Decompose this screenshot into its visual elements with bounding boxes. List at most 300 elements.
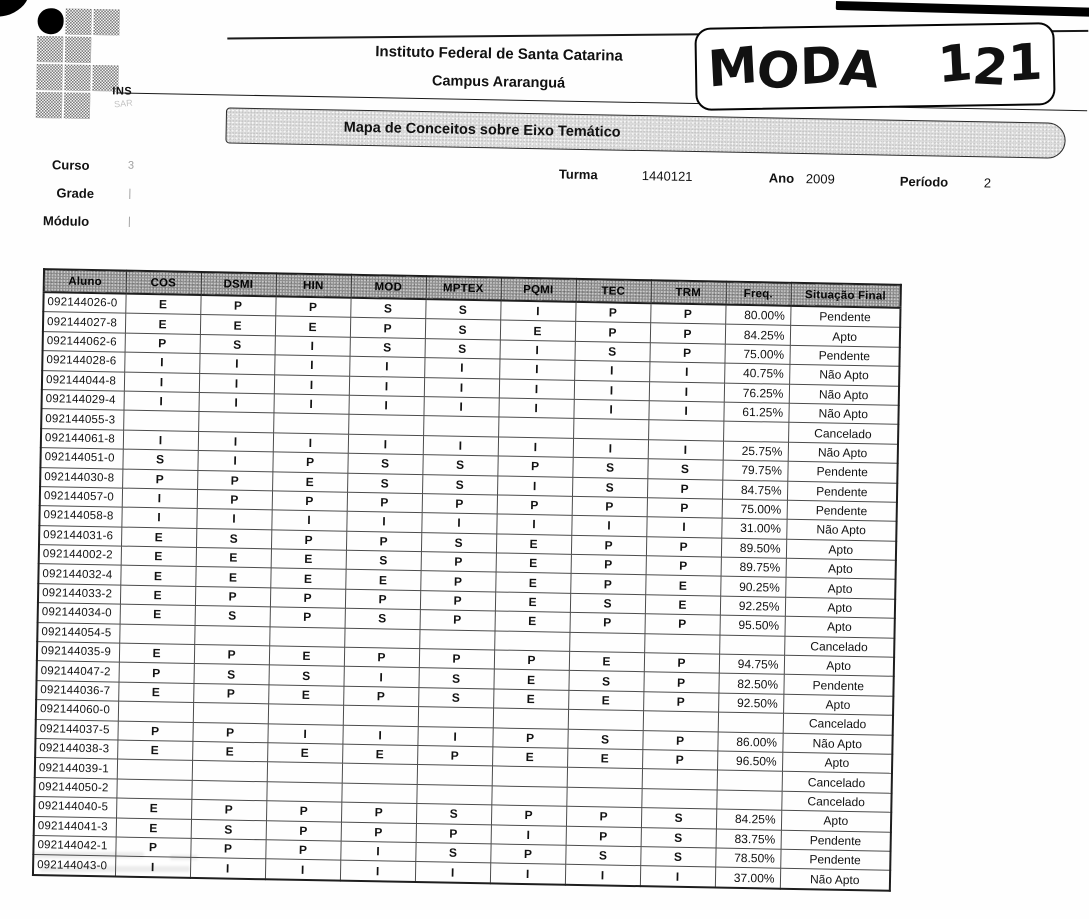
grade-cell: E (495, 592, 570, 613)
grade-cell (493, 708, 568, 729)
column-header-hin: HIN (276, 273, 351, 297)
grade-cell: P (420, 590, 495, 611)
grade-cell: S (572, 477, 647, 498)
grade-cell: E (272, 471, 347, 492)
grade-cell: P (420, 571, 495, 592)
grade-cell: I (123, 391, 198, 412)
student-id-cell: 092144058-8 (39, 506, 121, 527)
grade-cell: S (425, 319, 500, 340)
column-header-freq: Freq. (726, 282, 791, 306)
grade-cell: P (566, 826, 641, 847)
grade-cell (266, 782, 341, 803)
final-status-cell: Apto (786, 539, 896, 560)
grade-cell (119, 624, 194, 645)
grade-cell: P (190, 838, 265, 859)
grade-cell: I (265, 859, 340, 880)
grade-cell: I (346, 512, 421, 533)
logo-cell (36, 92, 62, 118)
grade-cell: S (350, 298, 425, 319)
grade-cell: I (496, 514, 571, 535)
grade-cell: P (193, 683, 268, 704)
grade-cell: I (274, 374, 349, 395)
student-id-cell: 092144029-4 (42, 390, 124, 411)
student-id-cell: 092144027-8 (43, 312, 125, 333)
grade-cell: S (122, 449, 197, 470)
grade-cell (342, 764, 417, 785)
grade-cell: P (422, 493, 497, 514)
grade-cell (267, 762, 342, 783)
final-status-cell: Cancelado (781, 791, 891, 812)
modulo-label: Módulo (42, 213, 90, 229)
grade-cell: E (275, 316, 350, 337)
grade-cell (192, 761, 267, 782)
grade-cell: I (348, 395, 423, 416)
grade-cell (118, 701, 193, 722)
grade-cell (193, 703, 268, 724)
banner-bar (225, 107, 1066, 158)
grade-cell: E (500, 320, 575, 341)
final-status-cell: Apto (782, 752, 892, 773)
grade-cell: I (340, 860, 415, 881)
grade-cell: S (196, 528, 271, 549)
grade-cell (568, 709, 643, 730)
logo-cell (93, 37, 119, 63)
logo-cell (37, 8, 63, 34)
grade-cell: I (124, 352, 199, 373)
column-header-dsmi: DSMI (201, 272, 276, 296)
student-id-cell: 092144044-8 (42, 370, 124, 391)
grade-cell: I (497, 475, 572, 496)
grade-cell: E (645, 575, 720, 596)
grade-cell (642, 769, 717, 790)
grade-cell: I (646, 517, 721, 538)
handwritten-letter: O (754, 39, 803, 101)
grade-cell: S (347, 473, 422, 494)
grade-cell: S (416, 804, 491, 825)
grade-cell: I (196, 509, 271, 530)
grade-cell: S (572, 457, 647, 478)
grade-cell (648, 420, 723, 441)
grade-cell: I (267, 723, 342, 744)
grade-cell: P (421, 552, 496, 573)
grade-cell: I (273, 394, 348, 415)
grade-cell: I (122, 488, 197, 509)
grade-cell (423, 416, 498, 437)
frequency-cell: 89.75% (721, 557, 786, 578)
column-header-aluno: Aluno (44, 269, 126, 293)
frequency-cell: 90.25% (720, 577, 785, 598)
logo-cell (65, 8, 91, 34)
grade-cell: E (125, 314, 200, 335)
logo-cell (64, 64, 90, 90)
frequency-cell: 84.25% (725, 325, 790, 346)
column-header-trm: TRM (651, 280, 726, 304)
handwritten-letter: 1 (936, 32, 975, 95)
grade-cell (344, 628, 419, 649)
grade-cell: I (197, 451, 272, 472)
curso-label: Curso (51, 157, 90, 173)
final-status-cell: Apto (785, 578, 895, 599)
grade-cell: I (500, 300, 575, 321)
grade-cell: E (496, 534, 571, 555)
grade-cell: S (422, 455, 497, 476)
grade-cell: I (571, 516, 646, 537)
grade-cell: E (645, 595, 720, 616)
student-id-cell: 092144037-5 (35, 719, 117, 740)
grade-cell: I (640, 866, 715, 887)
grade-cell: P (272, 491, 347, 512)
grade-cell: E (125, 294, 200, 315)
grade-cell: I (190, 858, 265, 879)
frequency-cell: 37.00% (715, 867, 780, 888)
grade-cell (641, 788, 716, 809)
grade-cell: P (122, 469, 197, 490)
grade-cell: P (270, 607, 345, 628)
final-status-cell: Não Apto (780, 869, 890, 891)
grade-cell: E (196, 548, 271, 569)
grade-cell: S (570, 593, 645, 614)
grade-cell: P (119, 662, 194, 683)
frequency-cell: 31.00% (721, 518, 786, 539)
grade-cell: S (641, 808, 716, 829)
grade-cell: S (565, 845, 640, 866)
grade-cell: I (424, 358, 499, 379)
grade-cell: E (200, 315, 275, 336)
final-status-cell: Não Apto (789, 364, 899, 385)
grade-cell: P (197, 489, 272, 510)
grade-cell: I (649, 381, 724, 402)
grade-cell: P (275, 296, 350, 317)
grade-cell: I (423, 397, 498, 418)
grade-cell: I (343, 667, 418, 688)
student-id-cell: 092144040-5 (34, 797, 116, 818)
frequency-cell: 79.75% (722, 460, 787, 481)
grade-cell (348, 415, 423, 436)
grade-cell (492, 766, 567, 787)
frequency-cell (717, 770, 782, 791)
grade-cell: I (198, 392, 273, 413)
handwritten-code-box (694, 22, 1055, 111)
grade-cell (417, 765, 492, 786)
grade-cell: E (116, 798, 191, 819)
final-status-cell: Pendente (789, 345, 899, 366)
grade-cell: I (273, 433, 348, 454)
column-header-mod: MOD (351, 275, 426, 299)
grade-cell: S (268, 665, 343, 686)
grade-cell: I (649, 362, 724, 383)
column-header-pqmi: PQMI (501, 277, 576, 301)
grade-cell (566, 787, 641, 808)
logo-cell (65, 36, 91, 62)
grade-cell: E (120, 604, 195, 625)
grade-cell: I (415, 862, 490, 883)
frequency-cell: 95.50% (719, 615, 784, 636)
grade-cell: E (269, 646, 344, 667)
final-status-cell: Apto (785, 597, 895, 618)
grade-cell: P (570, 574, 645, 595)
periodo-value: 2 (983, 175, 992, 191)
grade-cell (269, 626, 344, 647)
frequency-cell: 82.50% (718, 673, 783, 694)
grade-cell: E (342, 744, 417, 765)
final-status-cell: Não Apto (789, 384, 899, 405)
grade-cell (116, 779, 191, 800)
grade-cell: E (121, 527, 196, 548)
student-id-cell: 092144060-0 (36, 700, 118, 721)
grade-cell: P (571, 554, 646, 575)
grade-cell: P (572, 496, 647, 517)
turma-value: 1440121 (641, 168, 693, 184)
grade-cell: I (491, 824, 566, 845)
frequency-cell (719, 635, 784, 656)
grade-cell: S (418, 668, 493, 689)
grade-cell: E (345, 570, 420, 591)
grade-cell: E (119, 643, 194, 664)
grade-cell: S (640, 847, 715, 868)
grade-cell: P (350, 318, 425, 339)
grade-cell: E (495, 572, 570, 593)
final-status-cell: Pendente (787, 500, 897, 521)
handwritten-letter: 1 (1007, 31, 1043, 93)
handwritten-letter: D (799, 34, 842, 96)
grade-cell: E (492, 747, 567, 768)
grade-cell: I (349, 356, 424, 377)
grade-cell (268, 704, 343, 725)
final-status-cell: Apto (784, 655, 894, 676)
frequency-cell: 84.75% (722, 480, 787, 501)
student-id-cell: 092144055-3 (41, 409, 123, 430)
handwritten-text-moda (706, 34, 884, 101)
grade-cell: I (421, 513, 496, 534)
logo-cell (93, 9, 119, 35)
grade-cell: P (649, 343, 724, 364)
student-id-cell: 092144032-4 (38, 564, 120, 585)
frequency-cell: 94.75% (719, 654, 784, 675)
grade-cell: S (568, 671, 643, 692)
grade-cell: S (200, 334, 275, 355)
grade-cell (498, 417, 573, 438)
logo-cell (37, 36, 63, 62)
grade-cell: P (644, 614, 719, 635)
grade-cell: E (493, 669, 568, 690)
grade-cell: E (270, 568, 345, 589)
frequency-cell: 25.75% (723, 441, 788, 462)
grade-cell: P (570, 613, 645, 634)
column-header-cos: COS (126, 271, 201, 295)
grade-cell (416, 784, 491, 805)
grade-cell (644, 633, 719, 654)
grade-cell: P (347, 492, 422, 513)
grade-cell: S (647, 459, 722, 480)
grade-cell: I (490, 863, 565, 884)
student-id-cell: 092144047-2 (37, 661, 119, 682)
grade-cell: I (124, 372, 199, 393)
final-status-cell: Apto (783, 694, 893, 715)
grade-cell: P (575, 302, 650, 323)
grade-cell: P (491, 805, 566, 826)
final-status-cell: Pendente (790, 306, 900, 328)
grade-cell: S (195, 606, 270, 627)
grade-cell (117, 759, 192, 780)
student-id-cell: 092144002-2 (39, 545, 121, 566)
grade-cell: P (344, 647, 419, 668)
grade-cell: I (342, 725, 417, 746)
student-id-cell: 092144057-0 (40, 486, 122, 507)
grade-cell: P (643, 691, 718, 712)
grade-cell: S (425, 299, 500, 320)
grade-cell: I (348, 434, 423, 455)
handwritten-letter: 2 (969, 36, 1011, 97)
student-id-cell: 092144030-8 (40, 467, 122, 488)
campus-name: Campus Araranguá (431, 73, 566, 92)
grade-cell (123, 410, 198, 431)
final-status-cell: Pendente (783, 675, 893, 696)
final-status-cell: Cancelado (783, 713, 893, 734)
grade-cell: I (648, 439, 723, 460)
grade-cell: P (417, 746, 492, 767)
handwritten-number (936, 31, 1043, 97)
final-status-cell: Pendente (780, 849, 890, 870)
frequency-cell: 89.50% (721, 538, 786, 559)
grade-cell: I (115, 856, 190, 877)
frequency-cell: 75.00% (724, 344, 789, 365)
frequency-cell (723, 421, 788, 442)
final-status-cell: Cancelado (782, 772, 892, 793)
final-status-cell: Não Apto (786, 520, 896, 541)
grade-value: | (128, 187, 132, 200)
grade-cell: E (116, 818, 191, 839)
grade-cell: P (647, 478, 722, 499)
student-id-cell: 092144043-0 (33, 855, 115, 876)
grade-cell: P (566, 806, 641, 827)
grade-cell: S (347, 453, 422, 474)
grade-cell: I (499, 379, 574, 400)
grade-cell: P (650, 323, 725, 344)
grade-cell: S (641, 827, 716, 848)
grade-cell: P (650, 303, 725, 324)
grade-cell: S (422, 474, 497, 495)
grade-label: Grade (56, 185, 95, 202)
grade-cell: E (271, 549, 346, 570)
institute-name: Instituto Federal de Santa Catarina (375, 43, 624, 65)
grade-cell (418, 707, 493, 728)
grade-cell: P (642, 750, 717, 771)
frequency-cell: 86.00% (717, 732, 782, 753)
student-id-cell: 092144035-9 (37, 642, 119, 663)
grade-cell (273, 413, 348, 434)
grade-cell: P (643, 672, 718, 693)
frequency-cell (718, 712, 783, 733)
grade-cell (419, 629, 494, 650)
logo-label: INS (112, 85, 133, 98)
student-id-cell: 092144054-5 (37, 622, 119, 643)
grade-cell: I (499, 340, 574, 361)
periodo-label: Período (899, 173, 949, 190)
grade-cell: P (497, 456, 572, 477)
student-id-cell: 092144034-0 (38, 603, 120, 624)
grade-cell: E (120, 585, 195, 606)
frequency-cell: 76.25% (724, 383, 789, 404)
grade-cell: P (497, 495, 572, 516)
grade-cell: P (571, 535, 646, 556)
frequency-cell: 40.75% (724, 363, 789, 384)
grade-cell: P (200, 295, 275, 316)
handwritten-letter: M (706, 35, 759, 99)
grade-cell: I (349, 376, 424, 397)
grade-cell: P (341, 802, 416, 823)
grade-cell: P (494, 650, 569, 671)
ano-label: Ano (768, 170, 795, 186)
modulo-value: | (127, 215, 131, 228)
grade-cell: P (575, 322, 650, 343)
grade-cell: P (265, 840, 340, 861)
final-status-cell: Apto (784, 617, 894, 638)
grade-cell: I (498, 398, 573, 419)
grade-cell: I (498, 437, 573, 458)
grade-cell: I (573, 399, 648, 420)
student-id-cell: 092144038-3 (35, 739, 117, 760)
grade-cell: P (647, 498, 722, 519)
frequency-cell: 92.25% (720, 596, 785, 617)
student-id-cell: 092144062-6 (43, 331, 125, 352)
grade-cell: P (644, 653, 719, 674)
grade-cell (198, 412, 273, 433)
grade-cell: P (490, 844, 565, 865)
handwritten-letter: A (837, 38, 884, 100)
grade-cell: I (648, 401, 723, 422)
grade-cell: E (496, 553, 571, 574)
column-header-tec: TEC (576, 279, 651, 303)
frequency-cell: 96.50% (717, 751, 782, 772)
final-status-cell: Pendente (787, 461, 897, 482)
ifsc-logo-icon (36, 8, 126, 120)
grade-cell: I (574, 361, 649, 382)
student-id-cell: 092144061-8 (41, 428, 123, 449)
grade-cell: S (574, 341, 649, 362)
final-status-cell: Cancelado (788, 423, 898, 444)
grade-cell: I (565, 865, 640, 886)
student-id-cell: 092144039-1 (35, 758, 117, 779)
grade-cell: P (419, 649, 494, 670)
grade-cell: I (275, 336, 350, 357)
grade-cell (643, 711, 718, 732)
column-header-situa-o-final: Situação Final (791, 283, 901, 308)
grade-cell: I (423, 435, 498, 456)
grade-cell: E (495, 611, 570, 632)
grade-cell: S (415, 842, 490, 863)
grade-cell: S (346, 550, 421, 571)
grade-cell (491, 786, 566, 807)
grade-cell: E (192, 741, 267, 762)
grade-cell: P (343, 686, 418, 707)
student-id-cell: 092144033-2 (38, 583, 120, 604)
column-header-mptex: MPTEX (426, 276, 501, 300)
grade-cell: E (195, 567, 270, 588)
grade-cell (191, 780, 266, 801)
frequency-cell: 92.50% (718, 693, 783, 714)
frequency-cell: 83.75% (716, 829, 781, 850)
logo-cell (36, 64, 62, 90)
grade-cell: P (266, 820, 341, 841)
grade-cell: E (118, 682, 193, 703)
grade-cell: E (117, 740, 192, 761)
student-id-cell: 092144026-0 (43, 292, 125, 313)
grade-cell: S (418, 687, 493, 708)
grade-cell: I (499, 359, 574, 380)
grade-cell: I (123, 430, 198, 451)
banner-title: Mapa de Conceitos sobre Eixo Temático (343, 119, 621, 141)
student-id-cell: 092144041-3 (34, 816, 116, 837)
